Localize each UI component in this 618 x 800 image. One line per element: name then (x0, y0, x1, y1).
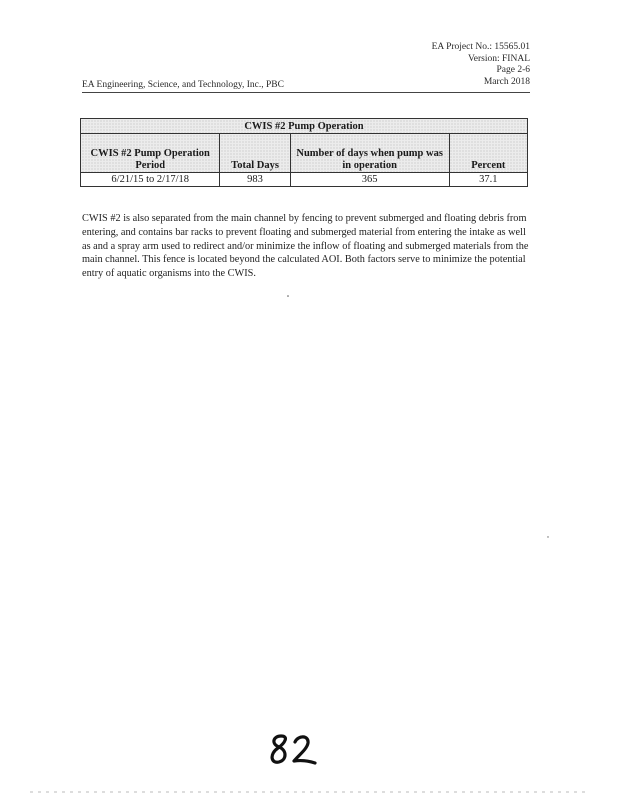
project-number: EA Project No.: 15565.01 (431, 42, 530, 52)
table-title: CWIS #2 Pump Operation (81, 119, 528, 134)
handwritten-page-number (265, 730, 325, 770)
company-name: EA Engineering, Science, and Technology, Inc., PBC (82, 80, 284, 90)
document-date: March 2018 (483, 76, 530, 87)
cell-days-in-operation: 365 (290, 173, 449, 187)
column-header-period: CWIS #2 Pump Operation Period (81, 134, 220, 173)
version-label: Version: FINAL (467, 53, 530, 64)
cell-total-days: 983 (220, 173, 290, 187)
page-number: Page 2-6 (496, 65, 530, 75)
table-row (81, 173, 528, 187)
header-right-block (432, 42, 530, 88)
header-divider (82, 92, 530, 93)
body-paragraph: CWIS #2 is also separated from the main channel by fencing to prevent submerged and floating debris from entering, and contains bar racks to prevent floating and submerged material from entering the intake as well as and a spray arm used to redirect and/or minimize the inflow of floating and submerged materials from the main channel. This fence is located beyond the calculated AOI. Both factors serve to minimize the potential entry of aquatic organisms into the CWIS. (82, 213, 529, 280)
column-header-days-in-operation: Number of days when pump was in operation (290, 134, 449, 173)
column-header-total-days: Total Days (220, 134, 290, 173)
pump-operation-table (80, 118, 528, 187)
column-header-percent: Percent (449, 134, 527, 173)
cell-period: 6/21/15 to 2/17/18 (81, 173, 220, 187)
cell-percent: 37.1 (449, 173, 527, 187)
